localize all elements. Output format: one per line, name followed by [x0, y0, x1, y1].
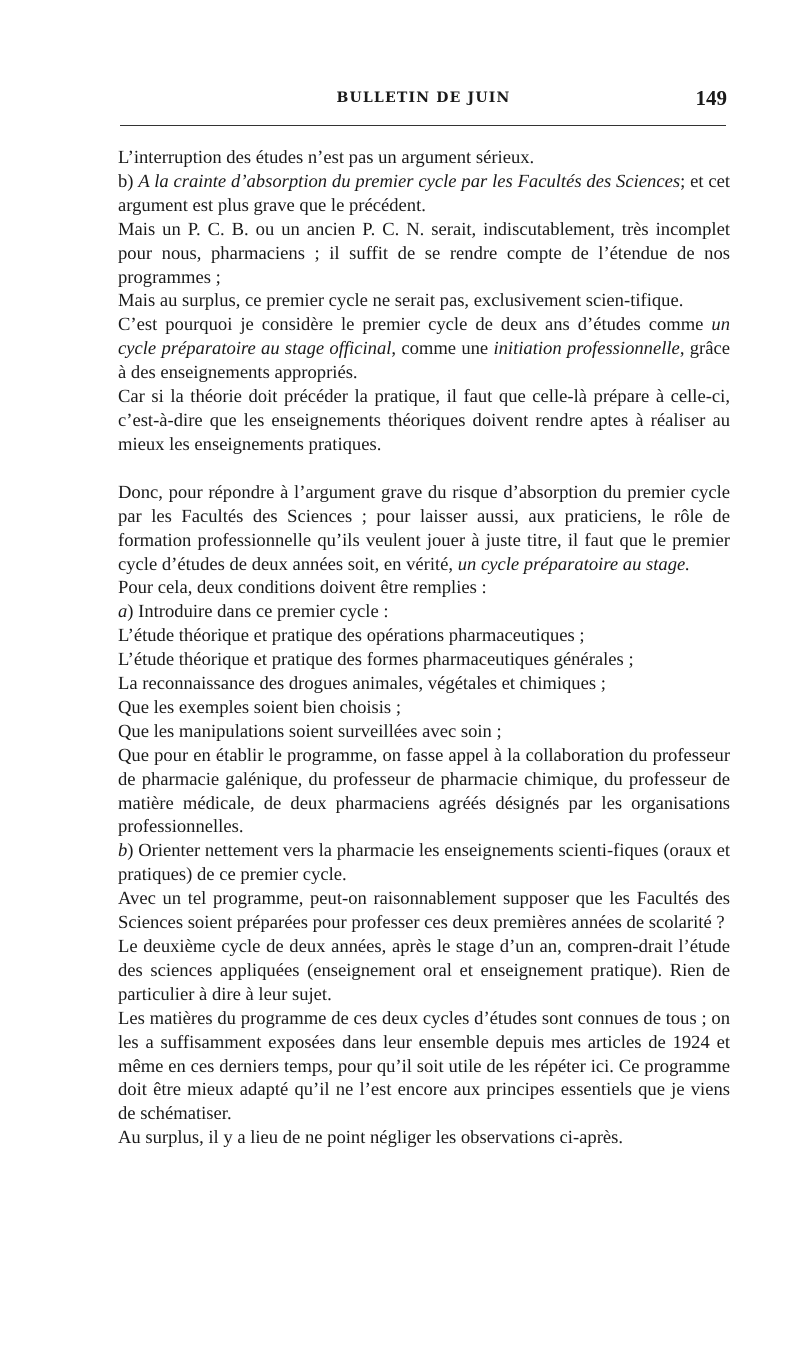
paragraph: Car si la théorie doit précéder la pratique, il faut que celle-là prépare à celle-ci, c’est-à-dire que les enseignements théoriques doivent rendre aptes à réaliser au mieux les enseignements pratiques.: [118, 386, 730, 455]
paragraph: Pour cela, deux conditions doivent être remplies :: [118, 577, 487, 599]
paragraph: Donc, pour répondre à l’argument grave du risque d’absorption du premier cycle par les Facultés des Sciences ; pour laisser aussi, aux praticiens, le rôle de formation professionnelle qu’ils veulent jouer à juste titre, il faut que le premier cycle d’études de deux années soit, en vérité, un cycle préparatoire au stage.: [118, 481, 730, 575]
paragraph: Mais au surplus, ce premier cycle ne serait pas, exclusivement scien-tifique.: [118, 290, 684, 312]
paragraph: Les matières du programme de ces deux cycles d’études sont connues de tous ; on les a suffisamment exposées dans leur ensemble depuis mes articles de 1924 et même en ces derniers temps, pour qu’il soit utile de les répéter ici. Ce programme doit être mieux adapté qu’il ne l’est encore aux principes essentiels que je viens de schématiser.: [118, 1007, 730, 1125]
paragraph: L’étude théorique et pratique des formes pharmaceutiques générales ;: [118, 649, 634, 671]
paragraph-gap: [118, 457, 730, 481]
paragraph: Le deuxième cycle de deux années, après le stage d’un an, compren-drait l’étude des sciences appliquées (enseignement oral et enseignement pratique). Rien de particulier à dire à leur sujet.: [118, 936, 730, 1005]
paragraph: Avec un tel programme, peut-on raisonnablement supposer que les Facultés des Sciences soient préparées pour professer ces deux premières années de scolarité ?: [118, 888, 730, 934]
paragraph: b) A la crainte d’absorption du premier cycle par les Facultés des Sciences; et cet argument est plus grave que le précédent.: [118, 170, 731, 216]
page-header: [120, 88, 727, 114]
paragraph: Au surplus, il y a lieu de ne point négliger les observations ci-après.: [118, 1127, 624, 1149]
paragraph: La reconnaissance des drogues animales, végétales et chimiques ;: [118, 673, 606, 695]
page-number: 149: [695, 86, 727, 110]
paragraph: Que les exemples soient bien choisis ;: [118, 696, 401, 718]
header-rule: [120, 125, 726, 126]
paragraph: Mais un P. C. B. ou un ancien P. C. N. serait, indiscutablement, très incomplet pour nous, pharmaciens ; il suffit de se rendre compte de l’étendue de nos programmes ;: [118, 218, 730, 288]
body-text: [118, 146, 730, 1150]
paragraph: Que les manipulations soient surveillées avec soin ;: [118, 720, 502, 742]
paragraph: Que pour en établir le programme, on fasse appel à la collaboration du professeur de pharmacie galénique, du professeur de pharmacie chimique, du professeur de matière médicale, de deux pharmaciens agréés désignés par les organisations professionnelles.: [118, 744, 731, 838]
paragraph: C’est pourquoi je considère le premier cycle de deux ans d’études comme un cycle préparatoire au stage officinal, comme une initiation professionnelle, grâce à des enseignements appropriés.: [118, 314, 730, 384]
running-title: BULLETIN DE JUIN: [336, 90, 511, 106]
paragraph: L’interruption des études n’est pas un argument sérieux.: [118, 147, 535, 168]
paragraph: L’étude théorique et pratique des opérations pharmaceutiques ;: [118, 625, 585, 647]
paragraph: b) Orienter nettement vers la pharmacie les enseignements scienti-fiques (oraux et pratiques) de ce premier cycle.: [118, 840, 730, 886]
paragraph: a) Introduire dans ce premier cycle :: [118, 601, 389, 623]
